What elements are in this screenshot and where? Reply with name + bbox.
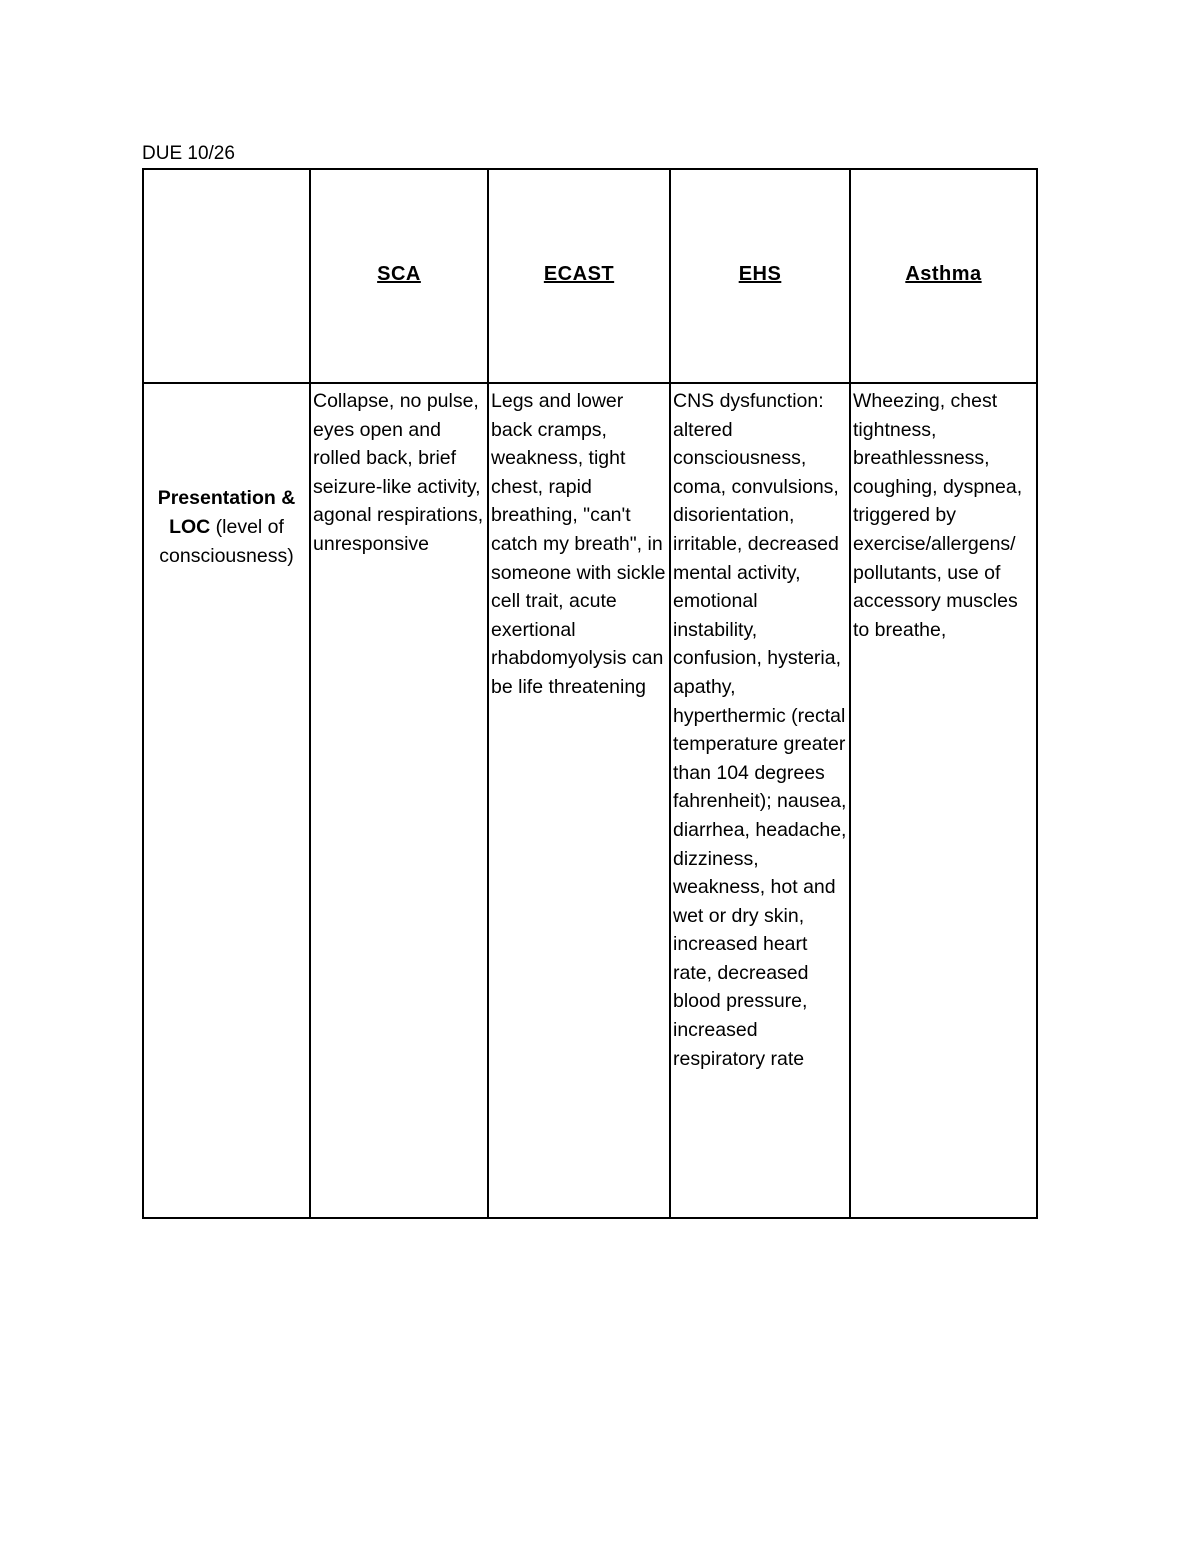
due-date-label: DUE 10/26 <box>142 143 235 164</box>
cell-text: Legs and lower back cramps, weakness, tight chest, rapid breathing, "can't catch my breath", in someone with sickle cell trait, acute exertional rhabdomyolysis can be life threatening <box>491 390 666 698</box>
column-header-ecast <box>488 169 670 383</box>
condition-table <box>142 168 1038 1219</box>
cell-text: CNS dysfunction: altered consciousness, coma, convulsions, disorientation, irritable, decreased mental activity, emotional instability, confusion, hysteria, apathy, hyperthermic (rectal temperature greater than 104 degrees fahrenheit); nausea, diarrhea, headache, dizziness, weakness, hot and wet or dry skin, increased heart rate, decreased blood pressure, increased respiratory rate <box>673 390 847 1070</box>
cell-text: Wheezing, chest tightness, breathlessness, coughing, dyspnea, triggered by exercise/allergens/ pollutants, use of accessory muscles to breathe, <box>853 390 1023 641</box>
column-header-sca <box>310 169 488 383</box>
cell-ecast-presentation <box>488 383 670 1218</box>
column-header-label: SCA <box>377 262 421 285</box>
column-header-label: EHS <box>738 262 782 285</box>
table-header-row <box>143 169 1037 383</box>
column-header-ehs <box>670 169 850 383</box>
column-header-label: ECAST <box>543 262 615 285</box>
cell-ehs-presentation <box>670 383 850 1218</box>
row-header-bold-label: Presentation & LOC <box>157 487 296 538</box>
cell-sca-presentation <box>310 383 488 1218</box>
table-row <box>143 383 1037 1218</box>
corner-cell <box>143 169 310 383</box>
cell-text: Collapse, no pulse, eyes open and rolled back, brief seizure-like activity, agonal respirations, unresponsive <box>313 390 484 555</box>
row-header-note: (level of consciousness) <box>159 516 294 567</box>
row-header-presentation <box>143 383 310 1218</box>
column-header-label: Asthma <box>905 262 982 285</box>
cell-asthma-presentation <box>850 383 1037 1218</box>
column-header-asthma <box>850 169 1037 383</box>
